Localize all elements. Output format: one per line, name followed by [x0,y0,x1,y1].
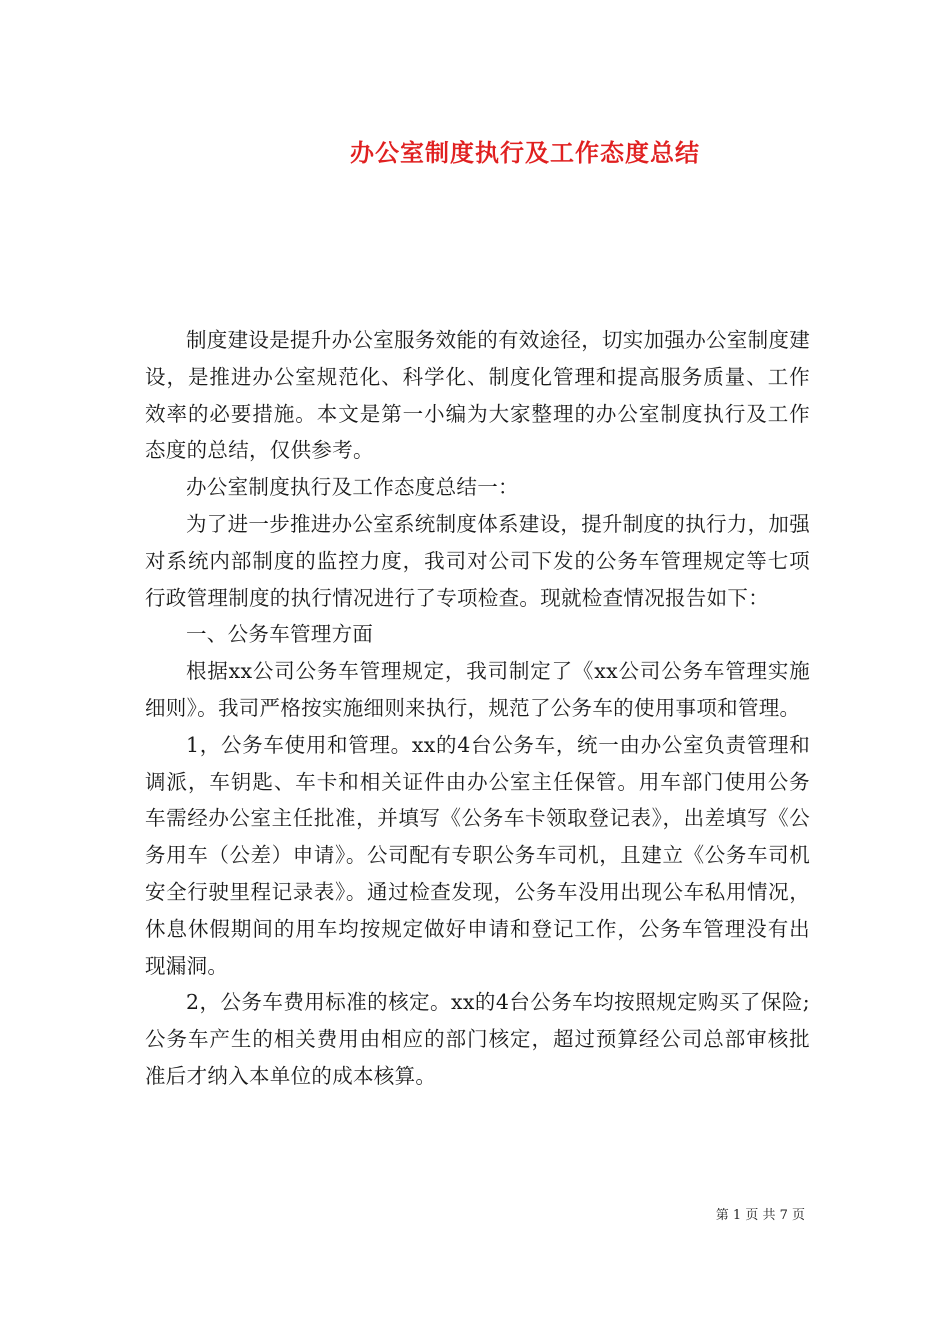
paragraph-vehicle-usage: 1，公务车使用和管理。xx的4台公务车，统一由办公室负责管理和调派，车钥匙、车卡和相关证件由办公室主任保管。用车部门使用公务车需经办公室主任批准，并填写《公务车卡领取登记表》，出差填写《公务用车（公差）申请》。公司配有专职公务车司机，且建立《公务车司机安全行驶里程记录表》。通过检查发现，公务车没用出现公车私用情况，休息休假期间的用车均按规定做好申请和登记工作，公务车管理没有出现漏洞。 [145,732,810,978]
paragraph-vehicle-costs: 2，公务车费用标准的核定。xx的4台公务车均按照规定购买了保险;公务车产生的相关费用由相应的部门核定，超过预算经公司总部审核批准后才纳入本单位的成本核算。 [145,990,810,1088]
document-title: 办公室制度执行及工作态度总结 [350,138,700,167]
paragraph-section-heading: 办公室制度执行及工作态度总结一： [186,475,519,500]
paragraph-purpose: 为了进一步推进办公室系统制度体系建设，提升制度的执行力，加强对系统内部制度的监控力度，我司对公司下发的公务车管理规定等七项行政管理制度的执行情况进行了专项检查。现就检查情况报告如下： [145,511,810,610]
paragraph-intro: 制度建设是提升办公室服务效能的有效途径，切实加强办公室制度建设，是推进办公室规范化、科学化、制度化管理和提高服务质量、工作效率的必要措施。本文是第一小编为大家整理的办公室制度执行及工作态度的总结，仅供参考。 [145,328,810,463]
paragraph-vehicle-rules: 根据xx公司公务车管理规定，我司制定了《xx公司公务车管理实施细则》。我司严格按实施细则来执行，规范了公务车的使用事项和管理。 [145,659,810,720]
document-body [145,322,810,1095]
page-number-footer: 第 1 页 共 7 页 [715,1208,805,1223]
paragraph-subheading-vehicles: 一、公务车管理方面 [186,622,374,647]
